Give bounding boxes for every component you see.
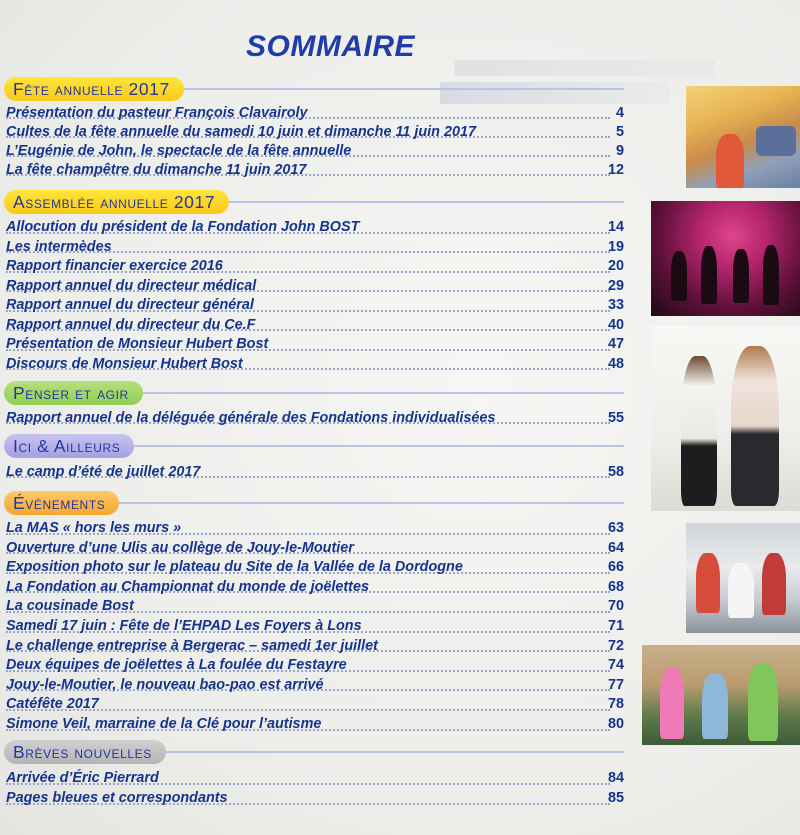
toc-entry[interactable]	[6, 355, 624, 375]
toc-entry-title: Présentation du pasteur François Clavairoly	[6, 105, 308, 121]
toc-entry[interactable]	[6, 296, 624, 316]
toc-entry[interactable]	[6, 104, 624, 123]
toc-entry-title: Rapport financier exercice 2016	[6, 258, 223, 274]
toc-entry[interactable]	[6, 578, 624, 598]
toc-entry[interactable]	[6, 316, 624, 336]
toc-list	[4, 409, 624, 428]
photo-figure	[671, 251, 687, 301]
toc-entry[interactable]	[6, 463, 624, 482]
toc-entry[interactable]	[6, 558, 624, 578]
section-band	[4, 740, 624, 764]
toc-entry[interactable]	[6, 539, 624, 559]
toc-entry[interactable]	[6, 656, 624, 676]
toc-page-number: 5	[615, 124, 624, 140]
section-heading: Fête annuelle 2017	[4, 77, 184, 101]
toc-entry-title: Exposition photo sur le plateau du Site de la Vallée de la Dordogne	[6, 559, 463, 576]
toc-entry-title: Rapport annuel de la déléguée générale des Fondations individualisées	[6, 410, 496, 426]
section-heading: Assemblée annuelle 2017	[4, 190, 229, 214]
toc-entry-title: Ouverture d’une Ulis au collège de Jouy-le-Moutier	[6, 539, 354, 556]
toc-list	[4, 104, 624, 180]
photo-figure	[696, 553, 720, 613]
toc-entry-title: La cousinade Bost	[6, 598, 134, 615]
toc-page-number: 33	[607, 297, 624, 313]
toc-entry[interactable]	[6, 715, 624, 735]
toc-entry[interactable]	[6, 597, 624, 617]
section-ici-ailleurs	[4, 434, 624, 482]
section-band	[4, 381, 624, 405]
section-band	[4, 434, 624, 458]
toc-page-number: 63	[607, 520, 624, 536]
toc-list	[4, 769, 624, 809]
section-band	[4, 491, 624, 515]
toc-entry-title: La fête champêtre du dimanche 11 juin 2017	[6, 162, 307, 178]
toc-page-number: 12	[607, 162, 624, 178]
toc-entry-title: Rapport annuel du directeur du Ce.F	[6, 316, 256, 333]
toc-entry[interactable]	[6, 409, 624, 428]
photo-figure	[733, 249, 749, 303]
toc-page-number: 74	[607, 657, 624, 674]
page-title: SOMMAIRE	[246, 30, 415, 63]
section-heading: Ici & Ailleurs	[4, 434, 134, 458]
toc-page-number: 68	[607, 578, 624, 595]
toc-entry-title: La MAS « hors les murs »	[6, 520, 182, 536]
toc-entry-title: Simone Veil, marraine de la Clé pour l’autisme	[6, 715, 322, 732]
toc-entry-title: Jouy-le-Moutier, le nouveau bao-pao est arrivé	[6, 676, 324, 693]
toc-page-number: 80	[607, 715, 624, 732]
toc-page-number: 70	[607, 598, 624, 615]
toc-page-number: 71	[607, 617, 624, 634]
toc-entry-title: Pages bleues et correspondants	[6, 790, 228, 806]
toc-entry[interactable]	[6, 617, 624, 637]
toc-page-number: 20	[607, 258, 624, 274]
photo-outdoor-group	[642, 645, 800, 745]
section-band	[4, 190, 624, 214]
toc-entry-title: Discours de Monsieur Hubert Bost	[6, 355, 243, 372]
toc-entry-title: L’Eugénie de John, le spectacle de la fête annuelle	[6, 143, 352, 159]
toc-page-number: 4	[615, 105, 624, 121]
toc-page-number: 72	[607, 637, 624, 654]
toc-entry[interactable]	[6, 676, 624, 696]
toc-list	[4, 218, 624, 374]
section-penser-et-agir	[4, 381, 624, 428]
photo-figure	[681, 356, 717, 506]
section-band	[4, 77, 624, 101]
section-assemblee-annuelle	[4, 190, 624, 374]
photo-figure	[702, 673, 728, 739]
toc-entry-title: Catéfête 2017	[6, 696, 99, 713]
toc-entry[interactable]	[6, 335, 624, 355]
toc-page-number: 85	[607, 790, 624, 806]
photo-figure	[701, 246, 717, 304]
photo-figure	[660, 667, 684, 739]
toc-entry-title: Arrivée d’Éric Pierrard	[6, 770, 159, 786]
section-breves-nouvelles	[4, 740, 624, 809]
toc-entry[interactable]	[6, 142, 624, 161]
section-heading: Brèves nouvelles	[4, 740, 166, 764]
section-heading: Événements	[4, 491, 119, 515]
toc-entry[interactable]	[6, 637, 624, 657]
toc-page-number: 78	[607, 696, 624, 713]
toc-page-number: 64	[607, 539, 624, 556]
toc-page-number: 66	[607, 559, 624, 576]
photo-concert-hall	[686, 86, 800, 188]
section-evenements	[4, 491, 624, 735]
toc-entry[interactable]	[6, 218, 624, 238]
toc-entry-title: Présentation de Monsieur Hubert Bost	[6, 336, 269, 352]
toc-entry[interactable]	[6, 519, 624, 539]
photo-group-event	[686, 523, 800, 633]
photo-figure	[763, 245, 779, 305]
toc-page-number: 58	[607, 464, 624, 480]
toc-page-number: 19	[607, 238, 624, 255]
toc-page-number: 9	[615, 143, 624, 159]
toc-entry[interactable]	[6, 238, 624, 258]
toc-entry[interactable]	[6, 277, 624, 297]
photo-dance-performance	[651, 201, 800, 316]
toc-page-number: 47	[607, 336, 624, 352]
toc-page-number: 14	[607, 219, 624, 235]
toc-entry-title: Rapport annuel du directeur général	[6, 297, 254, 313]
toc-page-number: 29	[607, 277, 624, 294]
toc-list	[4, 463, 624, 482]
toc-page-number: 77	[607, 676, 624, 693]
toc-entry-title: Les intermèdes	[6, 238, 112, 255]
toc-entry-title: Allocution du président de la Fondation John BOST	[6, 219, 360, 235]
show-through-text	[455, 60, 715, 76]
photo-dancing-couple	[651, 326, 800, 511]
toc-entry[interactable]	[6, 695, 624, 715]
toc-entry-title: La Fondation au Championnat du monde de joëlettes	[6, 578, 369, 595]
photo-figure	[748, 663, 778, 741]
photo-figure	[728, 563, 754, 618]
toc-entry-title: Cultes de la fête annuelle du samedi 10 juin et dimanche 11 juin 2017	[6, 124, 476, 140]
toc-entry-title: Deux équipes de joëlettes à La foulée du Festayre	[6, 657, 347, 674]
section-heading: Penser et agir	[4, 381, 143, 405]
toc-entry[interactable]	[6, 257, 624, 277]
toc-entry-title: Le challenge entreprise à Bergerac – samedi 1er juillet	[6, 637, 378, 654]
section-fete-annuelle	[4, 77, 624, 180]
toc-entry[interactable]	[6, 789, 624, 809]
toc-entry[interactable]	[6, 123, 624, 142]
toc-entry-title: Rapport annuel du directeur médical	[6, 277, 257, 294]
toc-entry-title: Samedi 17 juin : Fête de l’EHPAD Les Foyers à Lons	[6, 617, 362, 634]
photo-audience	[756, 126, 796, 156]
photo-figure	[716, 134, 744, 188]
photo-figure	[731, 346, 779, 506]
photo-figure	[762, 553, 786, 615]
toc-page-number: 40	[607, 316, 624, 333]
toc-page-number: 84	[607, 770, 624, 786]
toc-entry[interactable]	[6, 161, 624, 180]
toc-entry-title: Le camp d’été de juillet 2017	[6, 464, 201, 480]
toc-list	[4, 519, 624, 735]
toc-page-number: 55	[607, 410, 624, 426]
toc-page-number: 48	[607, 355, 624, 372]
toc-entry[interactable]	[6, 769, 624, 789]
